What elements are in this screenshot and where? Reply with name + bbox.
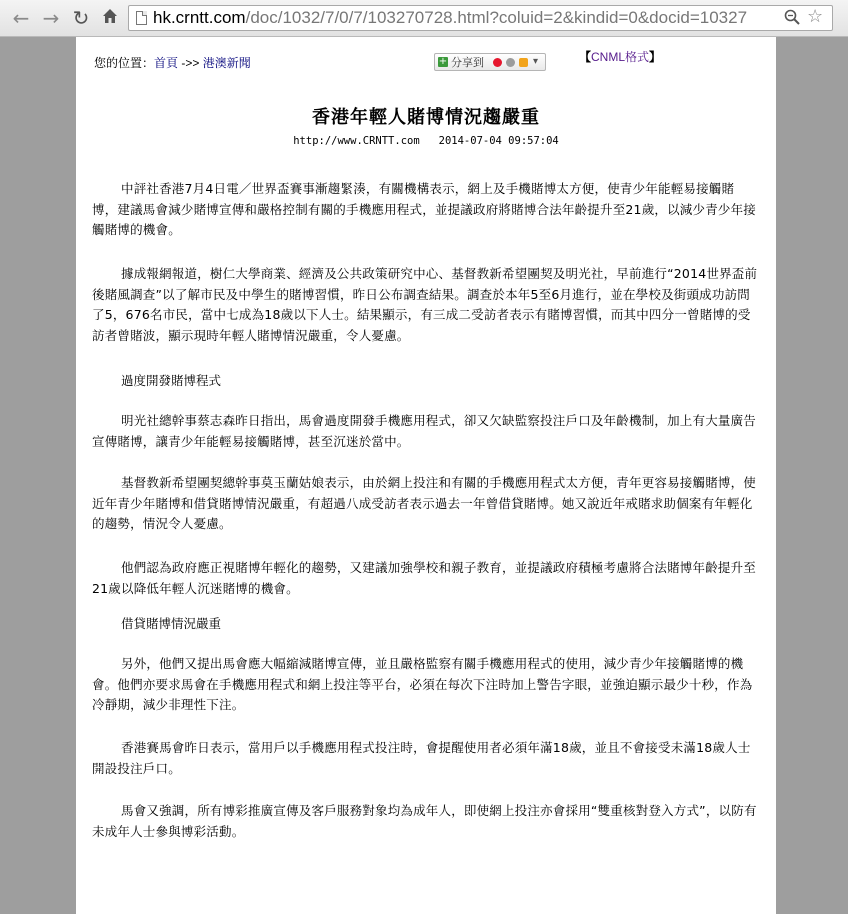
tencent-icon[interactable] [519, 58, 528, 67]
breadcrumb [94, 54, 251, 71]
breadcrumb-section-link[interactable]: 港澳新聞 [202, 56, 251, 70]
paragraph: 他們認為政府應正視賭博年輕化的趨勢，又建議加強學校和親子教育，並提議政府積極考慮將合法賭博年齡提升至21歲以降低年輕人沉迷賭博的機會。 [92, 560, 757, 596]
plus-icon: + [438, 56, 448, 67]
article-timestamp: 2014-07-04 09:57:04 [438, 135, 559, 147]
paragraph: 基督教新希望團契總幹事莫玉蘭姑娘表示，由於網上投注和有關的手機應用程式太方便，青年更容易接觸賭博，使近年青少年賭博和借貸賭博情況嚴重，有超過八成受訪者表示過去一年曾借貸賭博。她又說近年戒賭求助個案有年輕化的趨勢，情況令人憂慮。 [92, 475, 757, 532]
article-meta [76, 135, 776, 147]
breadcrumb-separator: ->> [178, 56, 203, 70]
article-page [76, 37, 776, 914]
zoom-icon[interactable] [784, 8, 800, 30]
home-icon[interactable] [99, 7, 121, 29]
paragraph: 香港賽馬會昨日表示，當用戶以手機應用程式投注時，會提醒使用者必須年滿18歲，並且不會接受未滿18歲人士開設投注戶口。 [92, 740, 751, 776]
share-button[interactable] [434, 53, 546, 71]
subheading: 借貸賭博情況嚴重 [121, 616, 222, 631]
forward-arrow-icon[interactable]: → [42, 6, 60, 30]
paragraph: 明光社總幹事蔡志森昨日指出，馬會過度開發手機應用程式，卻又欠缺監察投注戶口及年齡機制，加上有大量廣告宣傳賭博，讓青少年能輕易接觸賭博，甚至沉迷於當中。 [92, 413, 757, 449]
paragraph: 中評社香港7月4日電／世界盃賽事漸趨緊湊，有關機構表示，網上及手機賭博太方便，使青少年能輕易接觸賭博，建議馬會減少賭博宣傳和嚴格控制有關的手機應用程式，並提議政府將賭博合法年齡提升至21歲，以減少青少年接觸賭博的機會。 [92, 181, 757, 238]
address-bar[interactable] [128, 5, 833, 31]
browser-toolbar [0, 0, 848, 37]
bookmark-star-icon[interactable]: ☆ [807, 6, 824, 27]
subheading: 過度開發賭博程式 [121, 373, 222, 388]
more-icon[interactable]: ▾ [533, 56, 539, 67]
qq-icon[interactable] [506, 58, 515, 67]
paragraph: 據成報網報道，樹仁大學商業、經濟及公共政策研究中心、基督教新希望團契及明光社，早前進行“2014世界盃前後賭風調查”以了解市民及中學生的賭博習慣，昨日公布調查結果。調查於本年5至6月進行，並在學校及街頭成功訪問了5，676名市民，當中七成為18歲以下人士。結果顯示，有三成二受訪者表示有賭博習慣，而其中四分一曾賭博的受訪者曾賭波，顯示現時年輕人賭博情況嚴重，令人憂慮。 [92, 266, 758, 343]
article-title: 香港年輕人賭博情況趨嚴重 [312, 107, 540, 128]
breadcrumb-prefix: 您的位置： [94, 56, 155, 70]
page-icon [136, 11, 147, 25]
cnml-bracket-close: 】 [649, 50, 662, 64]
breadcrumb-home-link[interactable]: 首頁 [154, 56, 179, 70]
paragraph: 另外，他們又提出馬會應大幅縮減賭博宣傳，並且嚴格監察有關手機應用程式的使用，減少青少年接觸賭博的機會。他們亦要求馬會在手機應用程式和網上投注等平台，必須在每次下注時加上警告字眼，並強迫顯示最少十秒，作為冷靜期，減少非理性下注。 [92, 656, 753, 713]
cnml-link[interactable] [579, 48, 661, 65]
weibo-icon[interactable] [493, 58, 502, 67]
back-arrow-icon[interactable]: ← [12, 6, 30, 30]
paragraph: 馬會又強調，所有博彩推廣宣傳及客戶服務對象均為成年人，即使網上投注亦會採用“雙重核對登入方式”，以防有未成年人士參與博彩活動。 [92, 803, 757, 839]
cnml-bracket-open: 【 [579, 50, 592, 64]
share-label: 分享到 [451, 56, 484, 69]
url-text[interactable]: hk.crntt.com/doc/1032/7/0/7/103270728.html?coluid=2&kindid=0&docid=10327 [153, 8, 748, 27]
article-source: http://www.CRNTT.com [293, 135, 420, 147]
reload-icon[interactable]: ↻ [72, 6, 90, 30]
cnml-label[interactable]: CNML格式 [591, 50, 650, 64]
